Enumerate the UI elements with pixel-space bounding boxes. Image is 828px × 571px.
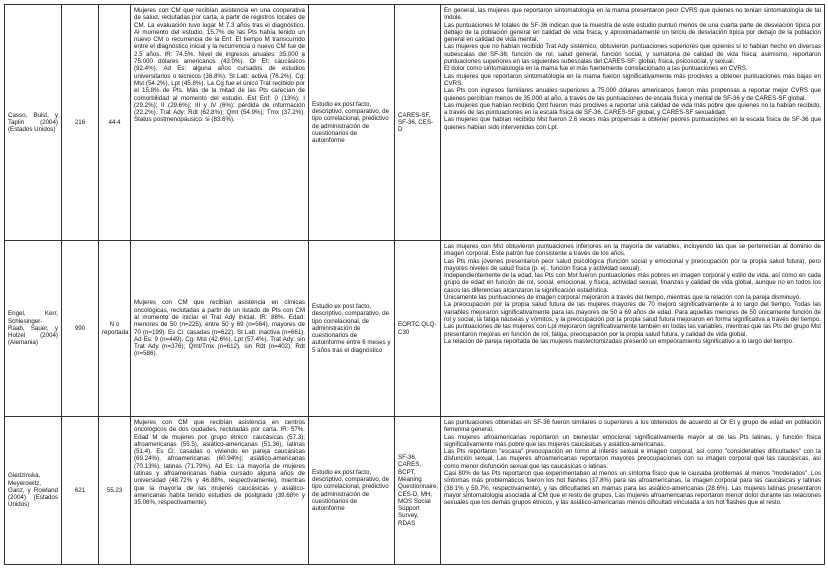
study-cell: Engel, Kerr, Schlesinger-Raab, Sauer, y Holzel (2004) (Alemania) xyxy=(5,241,62,417)
instruments-cell: EORTC QLQ-C30 xyxy=(395,241,441,417)
sample-cell: Mujeres con CM que recibían asistencia en una cooperativa de salud, reclutadas por carta, a partir de registros locales de CM. La evaluación tuvo lugar M 7.3 años tras el diagnóstico. Al momento del estudio, 15.7% de las Pts había tenido un nuevo CM o recurrencia de la Enf. El tiempo M transcurrido entre el diagnóstico inicial y la recurrencia o nuevo CM fue de 2.5 años. IR: 74.5%. Nivel de ingresos anuales: 35.000 a 75.000 dólares americanos (43.0%). Or Et: caucásicos (92.4%). Ad Es: alguna años cursados de estudios universitarios o técnicos (36.8%). St Lab: activa (76.2%). Cg: Mst (54.2%), Lpt (45.8%). La Cg fue el único Trat recibido por el 15.8% de Pts. Más de la mitad de las Pts carecían de comorbilidad al momento del estudio. Est Enf: 0 (13%); I (29.2%); II (29.6%); III y IV (6%); pérdida de información (22.2%). Trat Ady: Rdt (62.8%); Qmt (54.9%); Tmx (37.2%). Status postmenopáusico: si (83.6%). xyxy=(131,5,309,241)
age-cell: N o reportada xyxy=(99,241,131,417)
result-line: La preocupación por la propia salud futura de las mujeres mayores de 70 mejoró significativamente a lo largo del tiempo. Todas las variables mejoraron significativamente para las mayores de 50 a 69 años de edad. Para aquellas menores de 50 únicamente función de rol y social, la fatiga náuseas y vómitos, y la preocupación por la propia salud futura mejoraron en forma significativa a través del tiempo. Las puntuaciones de las mujeres con Lpt mejoraron significativamente también en todas las variables, mientras que las Pts del grupo Mst presentaron mejoras en función de rol, fatiga, preocupación por la propia salud futura, y calidad de vida global. xyxy=(444,301,821,338)
result-line: Las Pts con ingresos familiares anuales superiores a 75.000 dólares americanos fueron más propensas a reportar mejor CVRS que quienes percibían menos de 35.000 al año, a través de las puntuaciones de escala física y mental de SF-36 y de CARES-SF global. xyxy=(444,87,821,102)
result-line: Las mujeres que habían recibido Mst fueron 2.6 veces más propensas a obtener peores puntuaciones en la escala física de SF-36 que quienes habían sido intervenidas con Lpt. xyxy=(444,116,821,131)
result-line: Las puntuaciones M totales de SF-36 indican que la muestra de este estudio puntuó menos de una cuarta parte de desviación típica por debajo de la población general en calidad de vida física, y aproximadamente un tercio de desviación típica por debajo de la población general en calidad de vida mental. xyxy=(444,21,821,44)
n-cell: 216 xyxy=(62,5,99,241)
design-cell: Estudio ex post facto, descriptivo, comparativo, de tipo correlacional, predictivo de administración de cuestionarios de autoinforme xyxy=(309,417,395,565)
instruments-cell: CARES-SF, SF-36, CES-D xyxy=(395,5,441,241)
result-line: La relación de pareja reportada de las mujeres mastectomizadas presentó un empeoramiento significativo a lo largo del tiempo. xyxy=(444,337,794,345)
result-line: En general, las mujeres que reportaron sintomatología en la mama presentaron peor CVRS que quienes no tenían sintomatología de tal índole. xyxy=(444,7,821,22)
result-line: Las Pts reportaron "escasa" preocupación en torno al interés sexual e imagen corporal, así como "considerables dificultades" con la disfunción sexual. Las mujeres afroamericanas reportaron mayores preocupaciones con su imagen corporal que las caucásicas, así como menor disfunción sexual que las caucásicas o latinas. xyxy=(444,448,821,470)
sample-cell: Mujeres con CM que recibían asistencia en clínicas oncológicas, reclutadas a partir de un listado de Pts con CM al momento de iniciar el Trat Ady inicial. IR: 88%. Edad: menores de 50 (n=225), entre 50 y 69 (n=564), mayores de 70 (n=199). Es Ci: casadas (n=622). St Lab: inactiva (n=661). Ad Es: 9 (n=449). Cg: Mst (42.6%), Lpt (57.4%). Trat Ady: sin Trat Ady (n=376); Qmt/Tmx (n=612), sin Rdt (n=402); Rdt (n=586). xyxy=(131,241,309,417)
table-row xyxy=(5,241,825,417)
result-line: Casi 80% de las Pts reportaron que experimentaban al menos un síntoma físico que le causaba problemas al menos "moderados". Los síntomas más problemáticos fueron los hot flashes (37.8%) para las afroamericanas, la imagen corporal para las caucásicas y latinas (38.1% y 59.7%, respectivamente), y las dificultades en mamas para las asiático-americanas (28.6%). Las mujeres latinas presentaron mayor sintomatología asociada al CM que el resto de grupos. Las mujeres afroamericanas reportaron menor dolor durante las relaciones sexuales que los demás grupos étnicos, y las asiático-americanas menos dificultad vinculada a los hot flashes que el resto. xyxy=(444,470,821,507)
results-cell xyxy=(441,241,825,417)
study-cell: Giedzinska, Meyerowitz, Ganz, y Rowland (2004) (Estados Unidos) xyxy=(5,417,62,565)
result-line: Las mujeres con Mst obtuvieron puntuaciones inferiores en la mayoría de variables, incluyendo las que se pertenecían al dominio de imagen corporal. Este patrón fue consistente a través de los años. xyxy=(444,243,821,258)
result-line: Las mujeres que reportaron sintomatología en la mama fueron significativamente más proclives a obtener puntuaciones más bajas en CVRS. xyxy=(444,72,821,87)
studies-table xyxy=(4,4,825,565)
age-cell: 55.23 xyxy=(99,417,131,565)
result-line: Las puntuaciones obtenidas en SF-36 fueron similares o superiores a los obtenidos de acuerdo al Or Et y grupo de edad en población femenina general. xyxy=(444,419,821,434)
result-line: Independientemente de la edad, las Pts con Mst fueron puntuaciones más pobres en imagen corporal y estilo de vida, así como en cada grupo de edad en función de rol, social, emocional, y física, actividad sexual, finanzas y calidad de vida global, aunque no en todos los casos las diferencias alcanzaron la significación estadística. xyxy=(444,272,821,294)
n-cell: 990 xyxy=(62,241,99,417)
design-cell: Estudio ex post facto, descriptivo, comparativo, de tipo correlacional, predictivo de administración de cuestionarios de autoinforme xyxy=(309,5,395,241)
results-cell xyxy=(441,417,825,565)
table-row xyxy=(5,417,825,565)
study-cell: Casso, Buist, y Taplin (2004) (Estados Unidos) xyxy=(5,5,62,241)
result-line: El dolor como sintomatología en la mama fue el más fuertemente correlacionado a las puntuaciones en CVRS. xyxy=(444,65,748,73)
n-cell: 621 xyxy=(62,417,99,565)
sample-cell: Mujeres con CM que recibían asistencia en centros oncológicos de dos ciudades, reclutadas por carta. IR: 57%. Edad M de mujeres por grupo étnico: caucásicas (57.3); afroamericanas (55.5), asiático-americanas (51.36), latinas (51.4). Es Ci: casadas o viviendo en pareja caucásicas (69.24%), afroamericanas (60.94%); asiático-americanas (70.13%), latinas (71.79%). Ad Es: La mayoría de mujeres latinas y afroamericanas había cursado alguna años de universidad (48.72% y 46.88%, respectivamente), mientras que la mayoría de las mujeres caucásicas y asiático-americanas había tenido estudios de postgrado (39.68% y 35.06%, respectivamente). xyxy=(131,417,309,565)
result-line: Las mujeres que no habían recibido Trat Ady sistémico, obtuvieron puntuaciones superiores que quienes sí lo habían hecho en diversas subescalas del SF-36: función de rol, salud general, función social, y sumatoria de calidad de vida física; asimismo, reportaron puntuaciones superiores en las siguientes subescalas del CARES-SF: global, física, psicosocial, y sexual. xyxy=(444,43,821,66)
result-line: Las mujeres afroamericanas reportaron un bienestar emocional significativamente mayor al de las Pts latinas, y función física significativamente más pobre que las mujeres caucásicas y asiático-americanas. xyxy=(444,433,821,448)
result-line: Las mujeres que habían recibido Qmt fueron más proclives a reportar una calidad de vida más pobre que quienes no la habían recibido, a través de las puntuaciones en la escala física de SF-36, CARES-SF global, y CARES-SF sexualidad. xyxy=(444,101,821,117)
table-row xyxy=(5,5,825,241)
results-cell xyxy=(441,5,825,241)
age-cell: 44.4 xyxy=(99,5,131,241)
design-cell: Estudio ex post facto, descriptivo, comparativo, de tipo correlacional, de administración de cuestionarios de autoinforme entre 6 meses y 5 años tras el diagnóstico xyxy=(309,241,395,417)
instruments-cell: SF-36, CARES, BCPT, Meaning Questionnaire, CES-D, MH, MOS Social Support Survey, RDAS xyxy=(395,417,441,565)
result-line: Las Pts más jóvenes presentaron peor salud psicológica (función social y emocional y preocupación por la propia salud futura), pero mayores niveles de salud física (p. ej., función física y actividad sexual). xyxy=(444,257,821,272)
result-line: Únicamente las puntuaciones de imagen corporal mejoraron a través del tiempo, mientras que la relación con la pareja disminuyó. xyxy=(444,294,802,302)
